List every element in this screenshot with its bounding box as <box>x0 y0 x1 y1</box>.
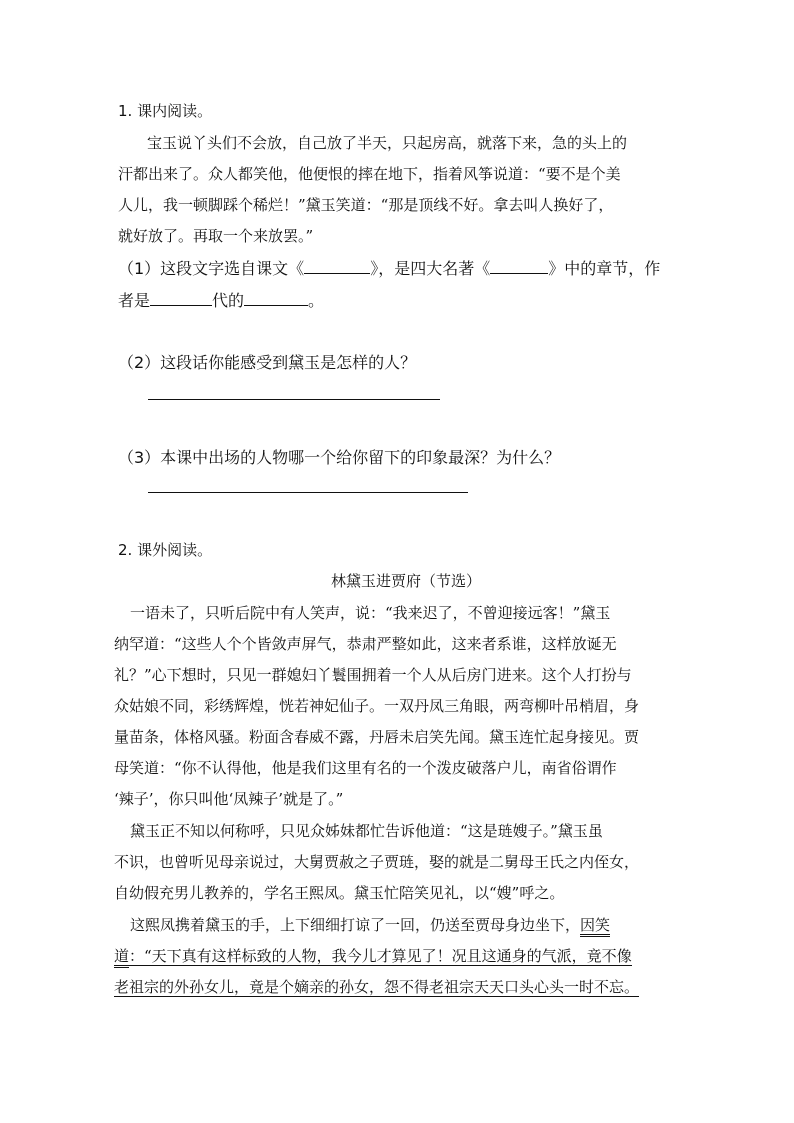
question-1-text: 》，是四大名著《 <box>370 259 491 278</box>
question-2-answer-line[interactable] <box>148 399 440 400</box>
section-2-heading: 2. 课外阅读。 <box>118 541 213 559</box>
marked-phrase: 因笑 <box>580 916 610 937</box>
passage-2-line <box>130 914 610 935</box>
passage-2-line: 纳罕道：“这些人个个皆敛声屏气，恭肃严整如此，这来者系谁，这样放诞无 <box>114 635 617 653</box>
marked-phrase: 道 <box>114 947 129 968</box>
question-1-text: 》中的章节，作 <box>548 259 661 278</box>
passage-1-line: 汗都出来了。众人都笑他，他便恨的摔在地下，指着风筝说道：“要不是个美 <box>118 165 621 183</box>
passage-2-line <box>114 945 632 966</box>
passage-2-text: 这熙凤携着黛玉的手，上下细细打谅了一回，仍送至贾母身边坐下， <box>130 916 581 934</box>
question-1-line-1 <box>118 256 660 279</box>
passage-1-line: 人儿，我一顿脚踩个稀烂！”黛玉笑道：“那是顶线不好。拿去叫人换好了， <box>118 196 614 214</box>
passage-2-title: 林黛玉进贾府（节选） <box>331 572 482 590</box>
question-1-text: 者是 <box>118 291 151 310</box>
passage-2-line: 不识，也曾听见母亲说过，大舅贾赦之子贾琏，娶的就是二舅母王氏之内侄女， <box>114 853 640 871</box>
question-1-text: （1）这段文字选自课文《 <box>118 259 305 278</box>
question-1-line-2 <box>118 288 324 311</box>
underlined-sentence: 老祖宗的外孙女儿，竟是个嫡亲的孙女，怨不得老祖宗天天口头心头一时不忘。 <box>114 978 640 996</box>
novel-title-blank[interactable] <box>490 259 548 274</box>
question-3-answer-line[interactable] <box>148 492 468 493</box>
question-1-text: 代的 <box>212 291 245 310</box>
passage-2-line: 礼？”心下想时，只见一群媳妇丫鬟围拥着一个人从后房门进来。这个人打扮与 <box>114 666 632 684</box>
dynasty-blank[interactable] <box>150 291 212 306</box>
passage-2-line: 黛玉正不知以何称呼，只见众姊妹都忙告诉他道：“这是琏嫂子。”黛玉虽 <box>130 822 603 840</box>
question-1-text: 。 <box>308 291 325 310</box>
passage-2-line: 众姑娘不同，彩绣辉煌，恍若神妃仙子。一双丹凤三角眼，两弯柳叶吊梢眉，身 <box>114 697 640 715</box>
question-2: （2）这段话你能感受到黛玉是怎样的人？ <box>118 353 417 372</box>
passage-1-line: 就好放了。再取一个来放罢。” <box>118 227 314 245</box>
passage-2-line: 母笑道：“你不认得他，他是我们这里有名的一个泼皮破落户儿，南省俗谓作 <box>114 759 617 777</box>
passage-2-line: 自幼假充男儿教养的，学名王熙凤。黛玉忙陪笑见礼，以“嫂”呼之。 <box>114 884 565 902</box>
question-3: （3）本课中出场的人物哪一个给你留下的印象最深？为什么？ <box>118 448 561 467</box>
author-blank[interactable] <box>244 291 308 306</box>
passage-2-line: 量苗条，体格风骚。粉面含春威不露，丹唇未启笑先闻。黛玉连忙起身接见。贾 <box>114 728 640 746</box>
passage-2-line: 一语未了，只听后院中有人笑声，说：“我来迟了，不曾迎接远客！”黛玉 <box>130 604 611 622</box>
underlined-sentence: ：“天下真有这样标致的人物，我今儿才算见了！况且这通身的气派，竟不像 <box>129 947 632 965</box>
passage-2-line <box>114 976 639 997</box>
passage-2-line: ‘辣子’，你只叫他‘凤辣子’就是了。” <box>114 790 344 808</box>
passage-1-line: 宝玉说丫头们不会放，自己放了半天，只起房高，就落下来，急的头上的 <box>147 134 628 152</box>
lesson-title-blank[interactable] <box>304 259 370 274</box>
section-1-heading: 1. 课内阅读。 <box>118 102 213 120</box>
